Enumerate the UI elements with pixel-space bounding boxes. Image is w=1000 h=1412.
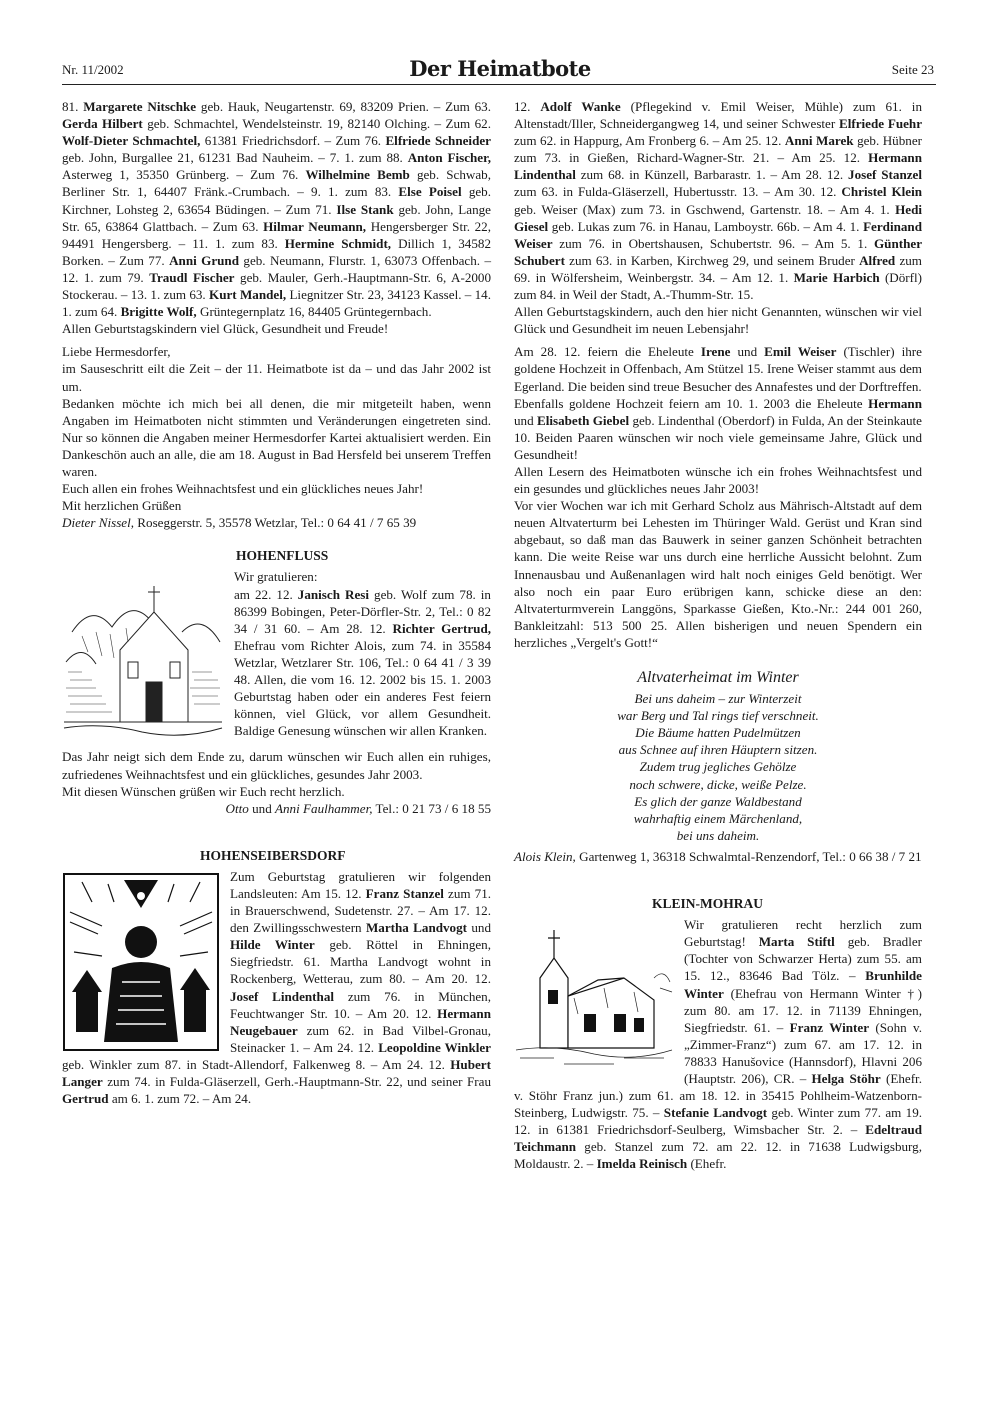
person-name: Gertrud xyxy=(62,1091,109,1107)
birthday-wish: Allen Geburtstagskindern, auch den hier nicht Genannten, wünschen wir viel Glück und Gesundheit im neuen Lebensjahr! xyxy=(514,304,922,337)
person-name: Günther Schubert xyxy=(514,235,923,268)
person-name: Kurt Mandel, xyxy=(209,287,287,303)
letter-greeting: Liebe Hermesdorfer, xyxy=(62,344,171,360)
person-name: Hedi Giesel xyxy=(514,201,922,234)
page-number: Seite 23 xyxy=(891,62,934,77)
person-name: Hermann xyxy=(868,395,922,411)
person-name: Marie Harbich xyxy=(793,269,880,285)
poem-author: Alois Klein, Gartenweg 1, 36318 Schwalmtal-Renzendorf, Tel.: 0 66 38 / 7 21 xyxy=(514,848,922,864)
birthday-wish: Allen Geburtstagskindern viel Glück, Gesundheit und Freude! xyxy=(62,321,389,337)
hohenfluss-intro: Wir gratulieren: xyxy=(234,569,318,585)
golden-wedding-paragraph: Am 28. 12. feiern die Eheleute Irene und Emil Weiser (Tischler) ihre goldene Hochzeit in Offenbach, Am Stützel 15. Irene Weiser stammt aus dem Egerland. Die beiden sind treue Besucher des Annafestes und der Dorftreffen. xyxy=(514,344,922,394)
poem-line: wahrhaftig einem Märchenland, xyxy=(633,810,803,826)
church-illustration xyxy=(514,918,674,1068)
person-name: Martha Landvogt xyxy=(365,920,468,936)
person-name: Brigitte Wolf, xyxy=(120,304,197,320)
poem-line: bei uns daheim. xyxy=(676,827,760,843)
poem-lines xyxy=(514,690,922,844)
person-name: Hubert Langer xyxy=(62,1056,491,1090)
person-name: Franz Winter xyxy=(789,1019,870,1035)
letter-paragraph: im Sauseschritt eilt die Zeit – der 11. Heimatbote ist da – und das Jahr 2002 ist um. xyxy=(62,361,491,394)
person-name: Edeltraud Teichmann xyxy=(514,1122,922,1155)
chapel-illustration xyxy=(62,572,224,744)
person-name: Anni Marek xyxy=(784,133,854,149)
person-name: Hilmar Neumann, xyxy=(263,218,367,234)
tower-paragraph: Vor vier Wochen war ich mit Gerhard Scholz aus Mährisch-Altstadt auf dem neuen Altvaterturm bei Lehesten im Thüringer Wald. Gerüst und Kran sind abgebaut, so daß man das Bauwerk in seiner ganzen Schönheit betrachten kann. Die weite Reise war uns durch eine herrliche Aussicht belohnt. Zum Innenausbau und Außenanlagen wird halt noch einiges Geld benötigt. Wer also noch ein paar Euro erübrigen kann, schicke diese an den: Altvaterturmverein Langgöns, Sparkasse Gießen, Kto.-Nr.: 244 001 260, Bankleitzahl: 513 500 25. Allen bisherigen und neuen Spendern ein herzliches „Vergelt's Gott!“ xyxy=(514,498,922,650)
poem-line: Bei uns daheim – zur Winterzeit xyxy=(634,691,802,707)
person-name: Brunhilde Winter xyxy=(684,968,922,1001)
person-name: Hilde Winter xyxy=(230,937,315,953)
person-name: Josef Stanzel xyxy=(848,167,922,183)
masthead-logo: Der Heimatbote xyxy=(409,56,591,81)
section-title-hohenseibersdorf: HOHENSEIBERSDORF xyxy=(200,847,346,863)
hohenfluss-paragraph: Das Jahr neigt sich dem Ende zu, darum wünschen wir Euch allen ein ruhiges, zufriedenes Weihnachtsfest und ein glückliches, gesundes Jahr 2003. xyxy=(62,749,491,782)
person-name: Hermann Neugebauer xyxy=(230,1005,491,1038)
poem-line: Es glich der ganze Waldbestand xyxy=(634,793,802,809)
person-name: Stefanie Landvogt xyxy=(663,1105,768,1121)
person-name: Hermine Schmidt, xyxy=(284,235,392,251)
person-name: Janisch Resi xyxy=(297,586,369,602)
person-name: Gerda Hilbert xyxy=(62,116,143,132)
poem xyxy=(514,669,922,844)
hohenseibersdorf-text: Zum Geburtstag gratulieren wir folgenden Landsleuten: Am 15. 12. Franz Stanzel zum 71. in Brauerschwend, Sudetenstr. 27. – Am 17. 12. den Zwillingsschwestern Martha Landvogt und Hilde Winter geb. Röttel in Ehningen, Siegfriedstr. 61. Martha Landvogt wohnt in Rockenberg, Wetterau, zum 80. – Am 20. 12. Josef Lindenthal zum 76. in München, Feuchtwanger Str. 10. – Am 20. 12. Hermann Neugebauer zum 62. in Bad Vilbel-Gronau, Steinacker 1. – Am 24. 12. Leopoldine Winkler geb. Winkler zum 87. in Stadt-Allendorf, Falkenweg 8. – Am 24. 12. Hubert Langer zum 74. in Fulda-Gläserzell, Gerh.-Hauptmann-Str. 22, und seiner Frau Gertrud am 6. 1. zum 72. – Am 24. xyxy=(62,868,492,1107)
header-rule xyxy=(62,84,936,85)
person-name: Emil Weiser xyxy=(764,344,837,360)
person-name: Adolf Wanke xyxy=(540,99,621,114)
person-name: Franz Stanzel xyxy=(365,886,444,901)
saint-woodcut-illustration xyxy=(62,872,220,1052)
right-column xyxy=(514,98,922,1173)
poem-line: noch schwere, dicke, weiße Pelze. xyxy=(629,776,807,792)
letter-signature: Dieter Nissel, Roseggerstr. 5, 35578 Wetzlar, Tel.: 0 64 41 / 7 65 39 xyxy=(62,515,417,531)
person-name: Ferdinand Weiser xyxy=(514,218,922,251)
golden-wedding-paragraph: Ebenfalls goldene Hochzeit feiern am 10. 1. 2003 die Eheleute Hermann und Elisabeth Giebel geb. Lindenthal (Oberdorf) in Fulda, An der Steinkaute 10. Beiden Paaren wünschen wir noch viele gemeinsame Jahre, Glück und Gesundheit! xyxy=(514,395,922,462)
person-name: Richter Gertrud, xyxy=(392,620,491,636)
issue-number: Nr. 11/2002 xyxy=(62,62,124,77)
section-title-hohenfluss: HOHENFLUSS xyxy=(236,548,329,564)
person-name: Margarete Nitschke xyxy=(83,99,197,114)
person-name: Alfred xyxy=(859,252,896,268)
person-name: Elisabeth Giebel xyxy=(536,412,630,428)
birthday-list: 12. Adolf Wanke (Pflegekind v. Emil Weiser, Mühle) zum 61. in Altenstadt/Iller, Schneidergangweg 14, und seiner Schwester Elfriede Fuehr zum 62. in Happurg, Am Fronberg 6. – Am 25. 12. Anni Marek geb. Hübner zum 73. in Gießen, Richard-Wagner-Str. 21. – Am 25. 12. Hermann Lindenthal zum 68. in Künzell, Barbarastr. 1. – Am 28. 12. Josef Stanzel zum 63. in Fulda-Gläserzell, Hubertusstr. 13. – Am 30. 12. Christel Klein geb. Weiser (Max) zum 73. in Gschwend, Gartenstr. 18. – Am 4. 1. Hedi Giesel geb. Lukas zum 76. in Hanau, Lamboystr. 66b. – Am 4. 1. Ferdinand Weiser zum 76. in Obertshausen, Schubertstr. 96. – Am 5. 1. Günther Schubert zum 63. in Karben, Kirchweg 29, und seinem Bruder Alfred zum 69. in Wölfersheim, Weinbergstr. 34. – Am 12. 1. Marie Harbich (Dörfl) zum 84. in Weil der Stadt, A.-Thumm-Str. 15. xyxy=(514,99,923,303)
person-name: Anton Fischer, xyxy=(407,150,491,166)
person-name: Elfriede Schneider xyxy=(385,133,491,149)
person-name: Hermann Lindenthal xyxy=(514,150,922,183)
poem-line: Die Bäume hatten Pudelmützen xyxy=(635,725,801,741)
poem-line: aus Schnee auf ihren Häuptern sitzen. xyxy=(618,742,818,758)
person-name: Leopoldine Winkler xyxy=(378,1039,491,1055)
letter-paragraph: Bedanken möchte ich mich bei all denen, die mir mitgeteilt haben, wenn Angaben im Heimatboten nicht stimmten und Veränderungen eingetreten sind. Nur so können die Angaben meiner Hermesdorfer Kartei aktualisiert werden. Ein Dankeschön auch an alle, die am 18. August in Bad Hersfeld bei unserem Treffen waren. xyxy=(62,395,491,479)
person-name: Christel Klein xyxy=(841,184,923,200)
klein-mohrau-text: Wir gratulieren recht herzlich zum Geburtstag! Marta Stiftl geb. Bradler (Tochter von Schwarzer Herta) zum 55. am 15. 12., 83646 Bad Tölz. – Brunhilde Winter (Ehefrau von Hermann Winter †) zum 80. am 17. 12. in 71139 Ehningen, Siegfriedstr. 61. – Franz Winter (Sohn v. „Zimmer-Franz“) zum 67. am 17. 12. in 78833 Hanušovice (Hannsdorf), Hlavni 206 (Hauptstr. 206), CR. – Helga Stöhr (Ehefr. v. Stöhr Franz jun.) zum 61. am 18. 12. in 35415 Pohlheim-Watzenborn-Steinberg, Ludwigstr. 75. – Stefanie Landvogt geb. Winter zum 77. am 19. 12. in 61381 Friedrichsdorf-Seulberg, Wimsbacher Str. 2. – Edeltraud Teichmann geb. Stanzel zum 72. am 22. 12. in 71638 Ludwigsburg, Moldaustr. 2. – Imelda Reinisch (Ehefr. xyxy=(514,917,923,1172)
letter-closing: Mit herzlichen Grüßen xyxy=(62,498,182,514)
person-name: Else Poisel xyxy=(398,184,462,200)
person-name: Helga Stöhr xyxy=(811,1070,881,1086)
hohenfluss-text: am 22. 12. Janisch Resi geb. Wolf zum 78. in 86399 Bobingen, Peter-Dörfler-Str. 2, Tel.: 0 82 34 / 31 60. – Am 28. 12. Richter Gertrud, Ehefrau vom Richter Alois, zum 74. in 35584 Wetzlar, Wetzlarer Str. 106, Tel.: 0 64 41 / 3 39 48. Allen, die vom 16. 12. 2002 bis 15. 1. 2003 Geburtstag haben oder ein anderes Fest feiern können, viel Glück, vor allem Gesundheit. Baldige Genesung wünschen wir allen Kranken. xyxy=(234,586,491,739)
person-name: Ilse Stank xyxy=(336,201,394,217)
person-name: Imelda Reinisch xyxy=(596,1156,688,1172)
section-title-klein-mohrau: KLEIN-MOHRAU xyxy=(652,896,763,912)
hohenfluss-signature: Otto und Anni Faulhammer, Tel.: 0 21 73 / 6 18 55 xyxy=(225,800,491,816)
poem-title: Altvaterheimat im Winter xyxy=(637,669,799,686)
person-name: Josef Lindenthal xyxy=(230,988,335,1004)
person-name: Irene xyxy=(700,344,731,360)
person-name: Anni Grund xyxy=(169,252,239,268)
person-name: Marta Stiftl xyxy=(758,934,835,950)
left-column xyxy=(62,98,491,1107)
letter-paragraph: Euch allen ein frohes Weihnachtsfest und ein glückliches neues Jahr! xyxy=(62,481,424,497)
poem-line: Zudem trug jegliches Gehölze xyxy=(639,759,797,775)
person-name: Wolf-Dieter Schmachtel, xyxy=(62,133,201,149)
person-name: Traudl Fischer xyxy=(149,269,235,285)
birthday-list: 81. Margarete Nitschke geb. Hauk, Neugartenstr. 69, 83209 Prien. – Zum 63. Gerda Hilbert geb. Schmachtel, Wendelsteinstr. 19, 82140 Olching. – Zum 62. Wolf-Dieter Schmachtel, 61381 Friedrichsdorf. – Zum 76. Elfriede Schneider geb. John, Burgallee 21, 61231 Bad Nauheim. – 7. 1. zum 88. Anton Fischer, Asterweg 1, 35350 Grünberg. – Zum 76. Wilhelmine Bemb geb. Schwab, Berliner Str. 1, 64407 Fränk.-Crumbach. – 9. 1. zum 83. Else Poisel geb. Kirchner, Lohsteg 2, 63654 Büdingen. – Zum 71. Ilse Stank geb. John, Lange Str. 65, 63864 Glattbach. – Zum 63. Hilmar Neumann, Hengersberger Str. 22, 94491 Hengersberg. – 11. 1. zum 83. Hermine Schmidt, Dillich 1, 34582 Borken. – Zum 77. Anni Grund geb. Neumann, Flurstr. 1, 63073 Offenbach. – 12. 1. zum 79. Traudl Fischer geb. Mauler, Gerh.-Hauptmann-Str. 6, A-2000 Stockerau. – 13. 1. zum 63. Kurt Mandel, Liegnitzer Str. 23, 34123 Kassel. – 14. 1. zum 64. Brigitte Wolf, Grüntegernplatz 16, 84405 Grüntegernbach. xyxy=(62,99,492,320)
person-name: Wilhelmine Bemb xyxy=(305,167,410,183)
person-name: Elfriede Fuehr xyxy=(838,116,923,132)
hohenfluss-paragraph: Mit diesen Wünschen grüßen wir Euch recht herzlich. xyxy=(62,783,345,799)
poem-line: war Berg und Tal rings tief verschneit. xyxy=(617,708,819,724)
readers-wish: Allen Lesern des Heimatboten wünsche ich ein frohes Weihnachtsfest und ein gesundes und glückliches neues Jahr 2003! xyxy=(514,463,922,497)
